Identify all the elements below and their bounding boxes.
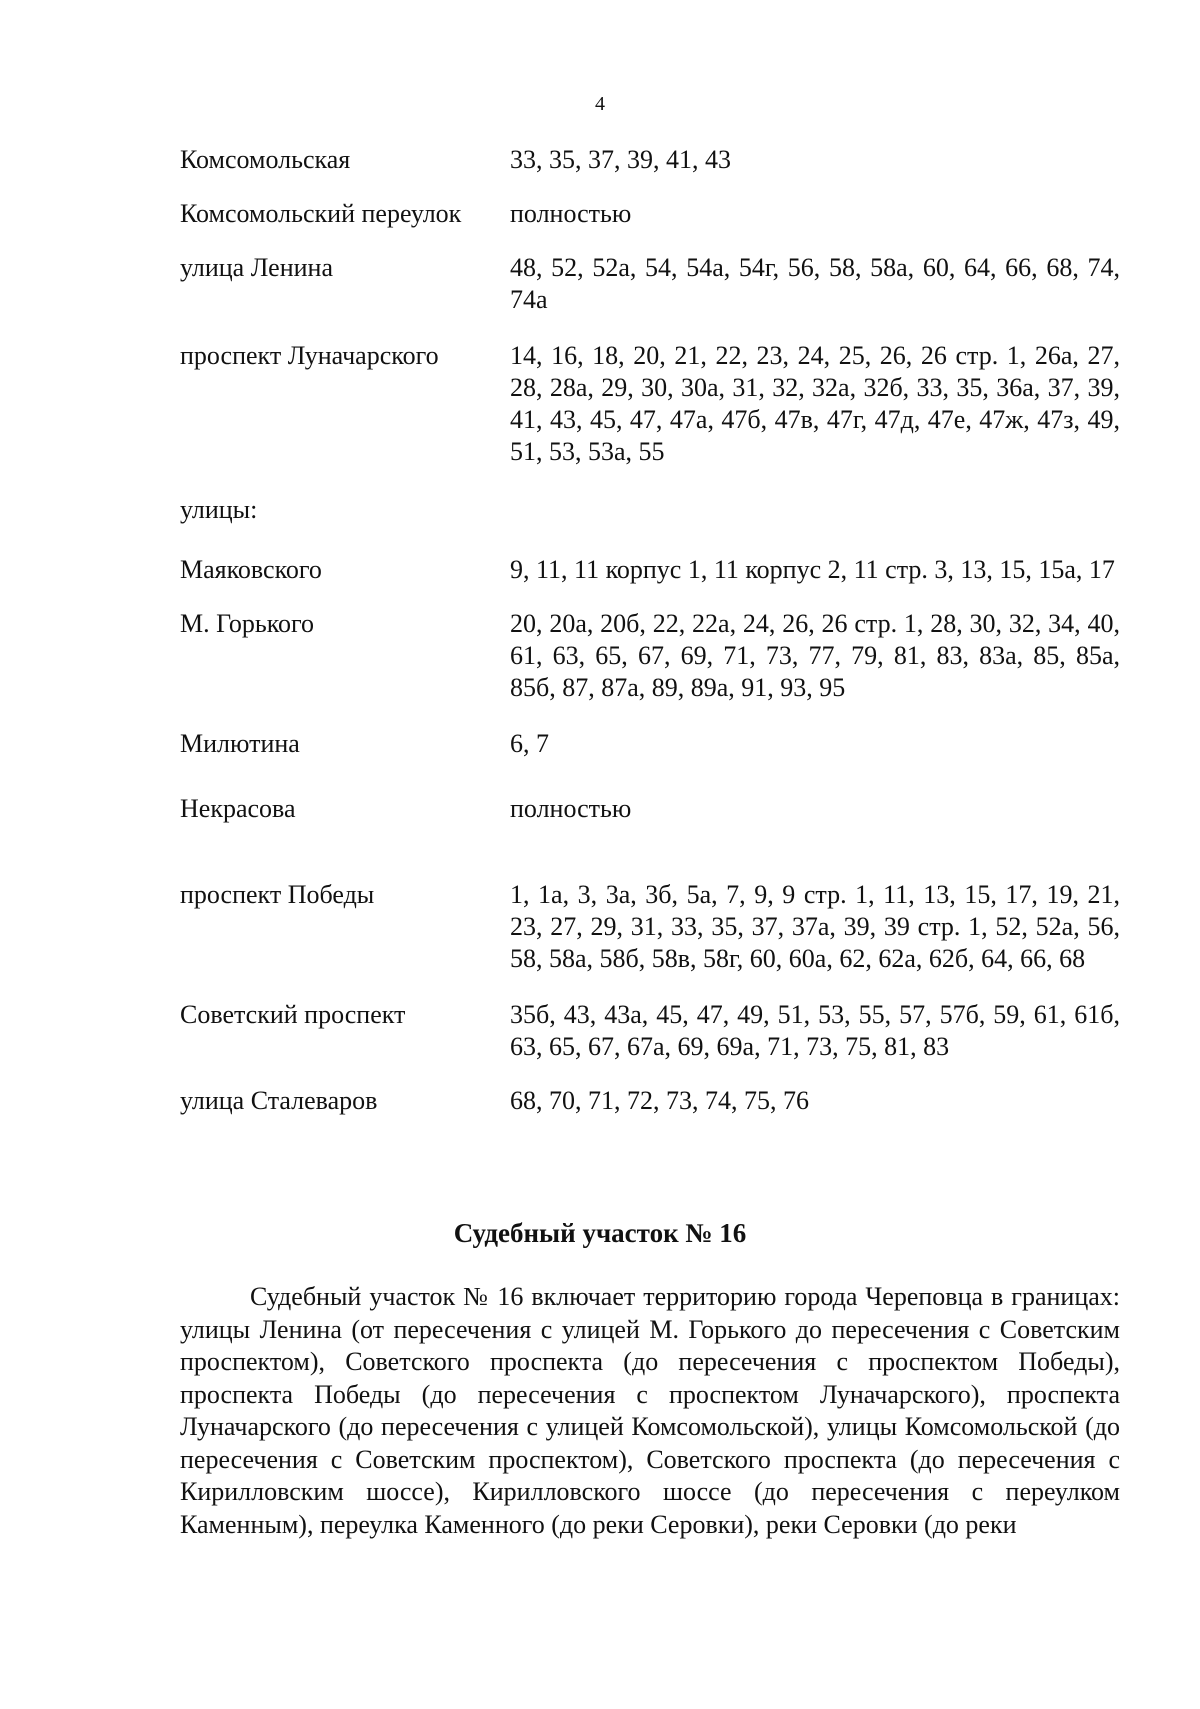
house-numbers: 20, 20а, 20б, 22, 22а, 24, 26, 26 стр. 1, 28, 30, 32, 34, 40, 61, 63, 65, 67, 69, 71, 73, 77, 79, 81, 83, 83а, 85, 85а, 85б, 87, 87а, 89, 89а, 91, 93, 95 (510, 609, 1120, 702)
table-row (180, 879, 1120, 975)
house-numbers: 9, 11, 11 корпус 1, 11 корпус 2, 11 стр. 3, 13, 15, 15а, 17 (510, 555, 1115, 584)
table-row (180, 554, 1120, 586)
house-numbers (510, 494, 1120, 526)
table-row (180, 252, 1120, 316)
street-name: улица Сталеваров (180, 1086, 378, 1115)
street-name: Советский проспект (180, 1000, 406, 1029)
table-row (180, 340, 1120, 468)
table-row (180, 793, 1120, 825)
table-row (180, 198, 1120, 230)
table-row (180, 1085, 1120, 1117)
house-numbers: 48, 52, 52а, 54, 54а, 54г, 56, 58, 58а, 60, 64, 66, 68, 74, 74а (510, 253, 1120, 314)
street-name: проспект Луначарского (180, 341, 439, 370)
house-numbers: 1, 1а, 3, 3а, 3б, 5а, 7, 9, 9 стр. 1, 11, 13, 15, 17, 19, 21, 23, 27, 29, 31, 33, 35, 37, 37а, 39, 39 стр. 1, 52, 52а, 56, 58, 58а, 58б, 58в, 58г, 60, 60а, 62, 62а, 62б, 64, 66, 68 (510, 880, 1120, 973)
house-numbers: 35б, 43, 43а, 45, 47, 49, 51, 53, 55, 57, 57б, 59, 61, 61б, 63, 65, 67, 67а, 69, 69а, 71, 73, 75, 81, 83 (510, 1000, 1120, 1061)
table-row (180, 999, 1120, 1063)
street-name: проспект Победы (180, 880, 375, 909)
table-row (180, 144, 1120, 176)
section-label: улицы: (180, 495, 258, 524)
street-name: Комсомольская (180, 145, 351, 174)
street-name: Комсомольский переулок (180, 199, 462, 228)
street-name: Милютина (180, 729, 300, 758)
section-heading: Судебный участок № 16 (453, 1218, 747, 1248)
house-numbers: 6, 7 (510, 729, 549, 758)
house-numbers: 68, 70, 71, 72, 73, 74, 75, 76 (510, 1086, 809, 1115)
address-table (180, 144, 1120, 1117)
body-paragraph: Судебный участок № 16 включает территорию города Череповца в границах: улицы Ленина (от пересечения с улицей М. Горького до пересечения с Советским проспектом), Советского проспекта (до пересечения с проспектом Победы), проспекта Победы (до пересечения с проспектом Луначарского), проспекта Луначарского (до пересечения с улицей Комсомольской), улицы Комсомольской (до пересечения с Советским проспектом), Советского проспекта (до пересечения с Кирилловским шоссе), Кирилловского шоссе (до пересечения с переулком Каменным), переулка Каменного (до реки Серовки), реки Серовки (до реки (180, 1282, 1120, 1539)
table-row (180, 608, 1120, 704)
house-numbers: 33, 35, 37, 39, 41, 43 (510, 145, 731, 174)
house-numbers: полностью (510, 199, 632, 228)
page-number: 4 (595, 93, 605, 115)
street-name: М. Горького (180, 609, 315, 638)
street-name: Некрасова (180, 794, 296, 823)
house-numbers: полностью (510, 794, 632, 823)
house-numbers: 14, 16, 18, 20, 21, 22, 23, 24, 25, 26, 26 стр. 1, 26а, 27, 28, 28а, 29, 30, 30а, 31, 32, 32а, 32б, 33, 35, 36а, 37, 39, 41, 43, 45, 47, 47а, 47б, 47в, 47г, 47д, 47е, 47ж, 47з, 49, 51, 53, 53а, 55 (510, 341, 1120, 466)
street-name: улица Ленина (180, 253, 333, 282)
table-row (180, 494, 1120, 526)
table-row (180, 728, 1120, 760)
street-name: Маяковского (180, 555, 322, 584)
